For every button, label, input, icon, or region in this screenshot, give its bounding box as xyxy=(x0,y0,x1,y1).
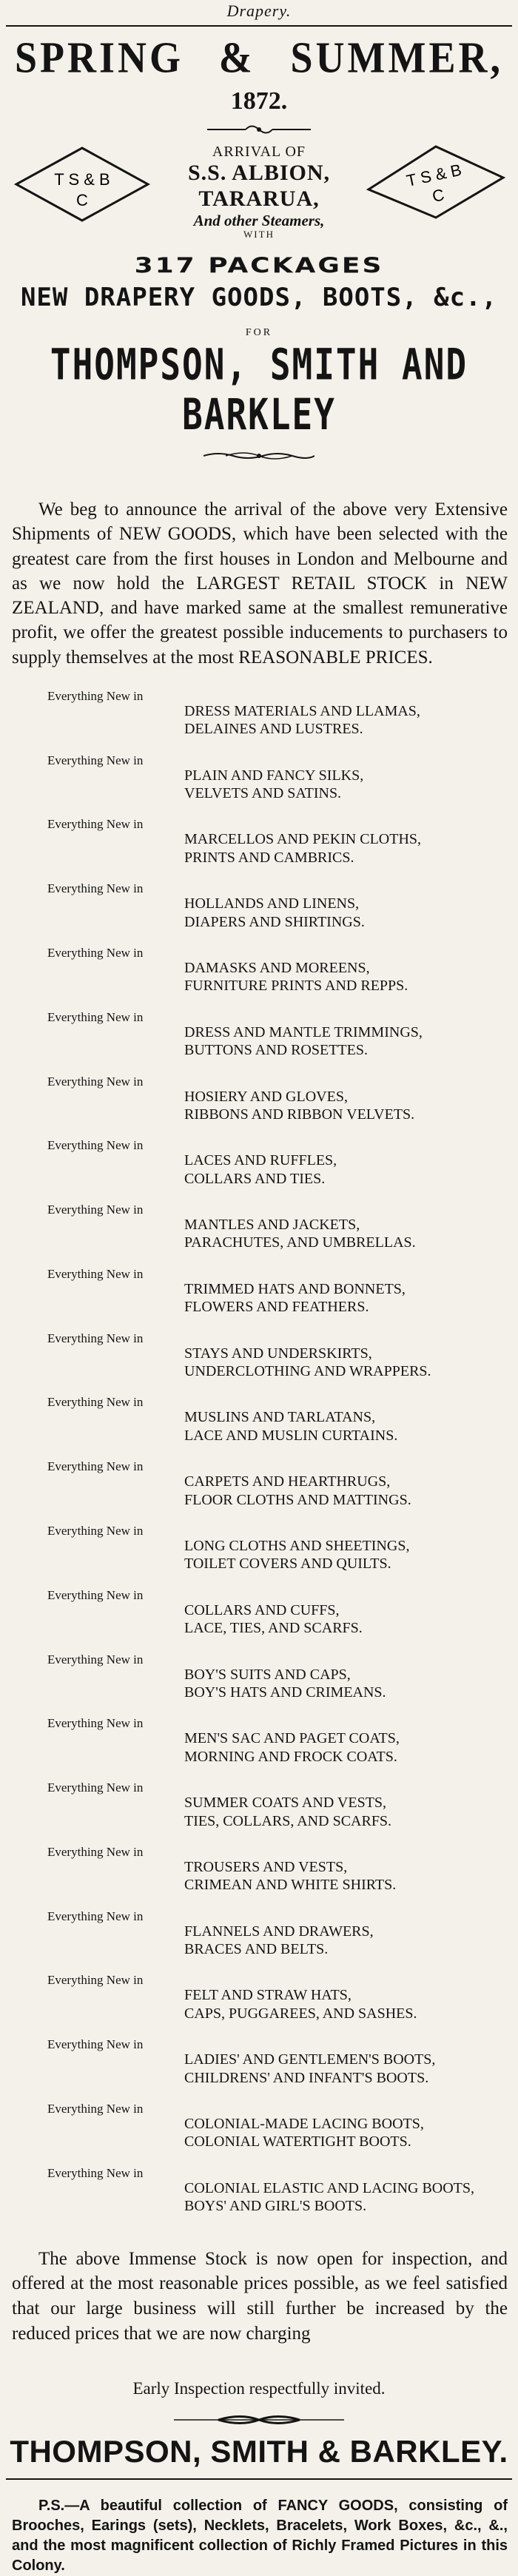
list-item-goods-line: LACE, TIES, AND SCARFS. xyxy=(184,1620,363,1637)
list-item-lead: Everything New in xyxy=(47,1395,144,1410)
list-item-goods-line: STAYS AND UNDERSKIRTS, xyxy=(184,1345,372,1362)
list-item-lead: Everything New in xyxy=(47,1459,144,1474)
list-item xyxy=(47,689,514,739)
list-item-lead: Everything New in xyxy=(47,1203,144,1217)
stamp-left-diamond xyxy=(12,144,152,225)
list-item-lead: Everything New in xyxy=(47,1009,144,1024)
list-item-goods xyxy=(184,1216,514,1252)
list-item-goods xyxy=(184,1088,514,1124)
list-item-goods-line: TOILET COVERS AND QUILTS. xyxy=(184,1556,391,1573)
list-item xyxy=(47,817,514,867)
list-item xyxy=(47,1331,514,1381)
ship-tararua: TARARUA, xyxy=(198,186,320,211)
list-item-goods-line: VELVETS AND SATINS. xyxy=(184,785,342,801)
list-item-goods xyxy=(184,895,514,931)
list-item xyxy=(47,1652,514,1702)
stamp-left-top: T S & B xyxy=(54,170,110,189)
list-item-goods xyxy=(184,1345,514,1381)
list-item-goods-line: TROUSERS AND VESTS, xyxy=(184,1858,348,1875)
list-item-goods xyxy=(184,959,514,995)
list-item-goods-line: RIBBONS AND RIBBON VELVETS. xyxy=(184,1106,415,1123)
list-item-goods-line: FLANNELS AND DRAWERS, xyxy=(184,1923,374,1940)
list-item-goods xyxy=(184,1794,514,1830)
list-item-goods xyxy=(184,2115,514,2151)
list-item-goods-line: MUSLINS AND TARLATANS, xyxy=(184,1409,376,1426)
arrival-block xyxy=(4,144,514,241)
list-item-goods xyxy=(184,702,514,739)
list-item xyxy=(47,1203,514,1252)
list-item xyxy=(47,881,514,931)
list-item-goods-line: DAMASKS AND MOREENS, xyxy=(184,959,370,976)
ship-albion: S.S. ALBION, xyxy=(187,161,331,185)
flourish-divider-2 xyxy=(4,448,514,463)
list-item-lead: Everything New in xyxy=(47,753,144,767)
list-item-goods xyxy=(184,767,514,803)
stamp-left-bottom: C xyxy=(76,191,88,209)
list-item xyxy=(47,1075,514,1124)
list-item-goods-line: LACE AND MUSLIN CURTAINS. xyxy=(184,1427,398,1444)
list-item-goods-line: CHILDRENS' AND INFANT'S BOOTS. xyxy=(184,2069,429,2086)
list-item-goods xyxy=(184,1923,514,1959)
list-item-goods-line: LACES AND RUFFLES, xyxy=(184,1152,337,1169)
list-item-goods-line: DRESS MATERIALS AND LLAMAS, xyxy=(184,702,420,719)
list-item-lead: Everything New in xyxy=(47,1716,144,1731)
list-item-lead: Everything New in xyxy=(47,2165,144,2180)
list-item-lead: Everything New in xyxy=(47,881,144,896)
list-item-lead: Everything New in xyxy=(47,1138,144,1153)
list-item-goods-line: HOLLANDS AND LINENS, xyxy=(184,895,360,912)
list-item-goods-line: DELAINES AND LUSTRES. xyxy=(184,721,363,738)
inspection-invitation: Early Inspection respectfully invited. xyxy=(132,2378,386,2398)
list-item-goods-line: HOSIERY AND GLOVES, xyxy=(184,1088,348,1105)
list-item-goods-line: BRACES AND BELTS. xyxy=(184,1941,329,1958)
list-item-goods xyxy=(184,1666,514,1702)
list-item-goods xyxy=(184,1280,514,1316)
list-item xyxy=(47,1395,514,1445)
stamp-right-top: T S & B xyxy=(404,160,463,190)
list-item-goods-line: BOY'S HATS AND CRIMEANS. xyxy=(184,1684,386,1701)
list-item-lead: Everything New in xyxy=(47,688,144,703)
list-item xyxy=(47,1010,514,1060)
list-item-lead: Everything New in xyxy=(47,1844,144,1859)
list-item xyxy=(47,1588,514,1638)
list-item-goods-line: CARPETS AND HEARTHRUGS, xyxy=(184,1473,391,1490)
list-item-goods xyxy=(184,1729,514,1766)
list-item-goods-line: CRIMEAN AND WHITE SHIRTS. xyxy=(184,1877,397,1894)
list-item-goods-line: BOYS' AND GIRL'S BOOTS. xyxy=(184,2198,367,2215)
list-item xyxy=(47,753,514,803)
list-item-goods-line: MARCELLOS AND PEKIN CLOTHS, xyxy=(184,831,422,848)
list-item-goods-line: CAPS, PUGGAREES, AND SASHES. xyxy=(184,2005,417,2022)
headline xyxy=(4,24,514,82)
list-item-goods-line: COLONIAL-MADE LACING BOOTS, xyxy=(184,2116,424,2133)
list-item-goods-line: COLONIAL WATERTIGHT BOOTS. xyxy=(184,2133,411,2150)
list-item-goods-line: TRIMMED HATS AND BONNETS, xyxy=(184,1280,406,1297)
advertisement-page xyxy=(0,1,518,2574)
list-item-lead: Everything New in xyxy=(47,1587,144,1602)
list-item xyxy=(47,1716,514,1766)
list-item-goods-line: FURNITURE PRINTS AND REPPS. xyxy=(184,978,408,995)
new-goods-line: NEW DRAPERY GOODS, BOOTS, &c., xyxy=(20,283,498,313)
list-item-goods-line: BUTTONS AND ROSETTES. xyxy=(184,1042,368,1059)
list-item-goods xyxy=(184,2179,514,2216)
list-item-goods xyxy=(184,1858,514,1894)
arrival-text xyxy=(163,144,355,241)
headline-ampersand: & xyxy=(218,33,255,82)
intro-paragraph: We beg to announce the arrival of the above very Extensive Shipments of NEW GOODS, which have been selected with the greatest care from the first houses in London and Melbourne and as we now hold the LARGEST RETAIL STOCK in NEW ZEALAND, and have marked same at the smallest remunerative profit, we offer the greatest possible inducements to purchasers to supply themselves at the most REASONABLE PRICES. xyxy=(12,500,508,667)
stamp-right-bottom: C xyxy=(430,185,446,206)
flourish-divider xyxy=(4,123,514,136)
list-item-lead: Everything New in xyxy=(47,2102,144,2116)
list-item-lead: Everything New in xyxy=(47,817,144,832)
list-item xyxy=(47,1973,514,2022)
list-item-lead: Everything New in xyxy=(47,2037,144,2052)
arrival-prefix: ARRIVAL OF xyxy=(212,144,306,160)
list-item-goods-line: MORNING AND FROCK COATS. xyxy=(184,1748,397,1765)
list-item-lead: Everything New in xyxy=(47,1780,144,1795)
list-item-goods xyxy=(184,830,514,867)
firm-name-large: THOMPSON, SMITH AND BARKLEY xyxy=(50,339,468,440)
list-item-goods-line: LADIES' AND GENTLEMEN'S BOOTS, xyxy=(184,2051,436,2068)
stamp-right-diamond xyxy=(366,144,506,225)
list-item-goods-line: LONG CLOTHS AND SHEETINGS, xyxy=(184,1537,410,1554)
list-item-lead: Everything New in xyxy=(47,945,144,960)
list-item-goods-line: TIES, COLLARS, AND SCARFS. xyxy=(184,1812,392,1829)
headline-year: 1872. xyxy=(230,87,288,115)
list-item-goods-line: UNDERCLOTHING AND WRAPPERS. xyxy=(184,1363,431,1380)
list-item-goods-line: FLOWERS AND FEATHERS. xyxy=(184,1299,369,1316)
list-item xyxy=(47,1780,514,1830)
firm-name-footer: THOMPSON, SMITH & BARKLEY. xyxy=(10,2433,508,2469)
with-label: WITH xyxy=(243,229,275,241)
list-item xyxy=(47,946,514,995)
list-item xyxy=(47,2102,514,2151)
list-item xyxy=(47,2037,514,2087)
list-item-lead: Everything New in xyxy=(47,1652,144,1667)
headline-spring: SPRING xyxy=(15,33,184,82)
list-item-goods-line: BOY'S SUITS AND CAPS, xyxy=(184,1666,351,1683)
list-item-goods-line: MEN'S SAC AND PAGET COATS, xyxy=(184,1730,400,1747)
list-item-lead: Everything New in xyxy=(47,1973,144,1988)
list-item-goods-line: FELT AND STRAW HATS, xyxy=(184,1987,352,2004)
list-item-goods-line: DRESS AND MANTLE TRIMMINGS, xyxy=(184,1023,423,1040)
list-item xyxy=(47,1459,514,1509)
list-item xyxy=(47,1267,514,1316)
list-item-goods xyxy=(184,1601,514,1638)
other-steamers: And other Steamers, xyxy=(193,212,325,229)
list-item xyxy=(47,1909,514,1959)
list-item-goods-line: PARACHUTES, AND UMBRELLAS. xyxy=(184,1234,416,1251)
list-item-goods-line: PLAIN AND FANCY SILKS, xyxy=(184,767,364,784)
list-item-lead: Everything New in xyxy=(47,1074,144,1089)
list-item xyxy=(47,2166,514,2216)
list-item-goods xyxy=(184,1151,514,1188)
list-item-goods-line: DIAPERS AND SHIRTINGS. xyxy=(184,913,365,930)
footer-rule xyxy=(6,2478,512,2480)
list-item-goods-line: COLLARS AND TIES. xyxy=(184,1170,326,1187)
list-item-goods xyxy=(184,1473,514,1509)
list-item-goods xyxy=(184,1023,514,1060)
list-item-lead: Everything New in xyxy=(47,1909,144,1923)
for-label: FOR xyxy=(245,327,273,339)
list-item-lead: Everything New in xyxy=(47,1331,144,1345)
section-heading: Drapery. xyxy=(226,1,292,20)
list-item-goods-line: SUMMER COATS AND VESTS, xyxy=(184,1795,387,1812)
list-item xyxy=(47,1138,514,1188)
list-item-goods xyxy=(184,2051,514,2087)
list-item xyxy=(47,1845,514,1894)
list-item xyxy=(47,1524,514,1573)
list-item-lead: Everything New in xyxy=(47,1266,144,1281)
list-item-goods-line: FLOOR CLOTHS AND MATTINGS. xyxy=(184,1491,411,1508)
goods-list xyxy=(4,689,514,2216)
list-item-goods xyxy=(184,1408,514,1445)
list-item-goods-line: MANTLES AND JACKETS, xyxy=(184,1217,360,1234)
postscript: P.S.—A beautiful collection of FANCY GOODS, consisting of Brooches, Earings (sets), Necklets, Bracelets, Work Boxes, &c., &., and the most magnificent collection of Richly Framed Pictures in this Colony. xyxy=(12,2497,508,2574)
list-item-goods-line: PRINTS AND CAMBRICS. xyxy=(184,849,354,866)
closing-paragraph: The above Immense Stock is now open for inspection, and offered at the most reasonable prices possible, as we feel satisfied that our large business will still further be increased by the reduced prices that we are now charging xyxy=(12,2248,508,2344)
flourish-divider-3 xyxy=(4,2413,514,2427)
headline-summer: SUMMER, xyxy=(290,33,503,82)
packages-count: 317 PACKAGES xyxy=(134,254,384,278)
list-item-goods xyxy=(184,1986,514,2022)
list-item-lead: Everything New in xyxy=(47,1523,144,1538)
list-item-goods-line: COLLARS AND CUFFS, xyxy=(184,1601,340,1618)
list-item-goods-line: COLONIAL ELASTIC AND LACING BOOTS, xyxy=(184,2179,475,2196)
list-item-goods xyxy=(184,1537,514,1573)
